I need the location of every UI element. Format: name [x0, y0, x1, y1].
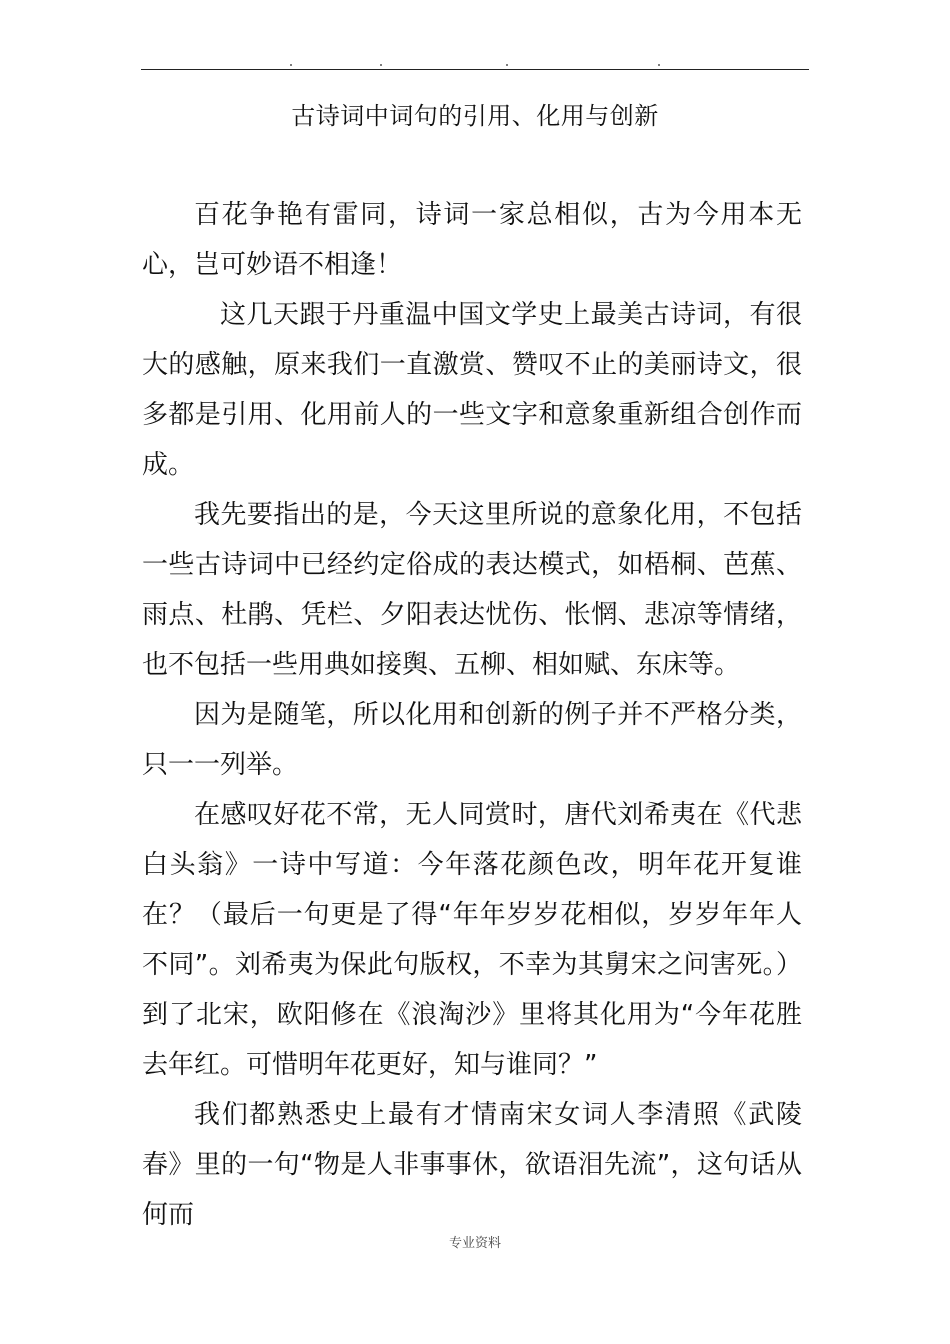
page-footer: 专业资料 [448, 1236, 501, 1251]
header-dot [658, 64, 660, 66]
paragraph: 因为是随笔，所以化用和创新的例子并不严格分类，只一一列举。 [142, 700, 802, 780]
document-title: 古诗词中词句的引用、化用与创新 [291, 102, 659, 130]
paragraph: 我们都熟悉史上最有才情南宋女词人李清照《武陵春》里的一句“物是人非事事休，欲语泪先流”，这句话从何而 [142, 1100, 802, 1230]
header-rule [141, 69, 809, 70]
header-dot [290, 64, 292, 66]
document-body [142, 190, 802, 1240]
header-dot [506, 64, 508, 66]
header-dot [380, 64, 382, 66]
paragraph: 百花争艳有雷同，诗词一家总相似，古为今用本无心，岂可妙语不相逢！ [142, 200, 802, 280]
paragraph: 我先要指出的是，今天这里所说的意象化用，不包括一些古诗词中已经约定俗成的表达模式，如梧桐、芭蕉、雨点、杜鹃、凭栏、夕阳表达忧伤、怅惘、悲凉等情绪，也不包括一些用典如接舆、五柳、相如赋、东床等。 [142, 500, 802, 680]
paragraph: 在感叹好花不常，无人同赏时，唐代刘希夷在《代悲白头翁》一诗中写道：今年落花颜色改，明年花开复谁在？（最后一句更是了得“年年岁岁花相似，岁岁年年人不同”。刘希夷为保此句版权，不幸为其舅宋之问害死。）到了北宋，欧阳修在《浪淘沙》里将其化用为“今年花胜去年红。可惜明年花更好，知与谁同？” [142, 800, 802, 1080]
paragraph: 这几天跟于丹重温中国文学史上最美古诗词，有很大的感触，原来我们一直激赏、赞叹不止的美丽诗文，很多都是引用、化用前人的一些文字和意象重新组合创作而成。 [142, 300, 802, 480]
